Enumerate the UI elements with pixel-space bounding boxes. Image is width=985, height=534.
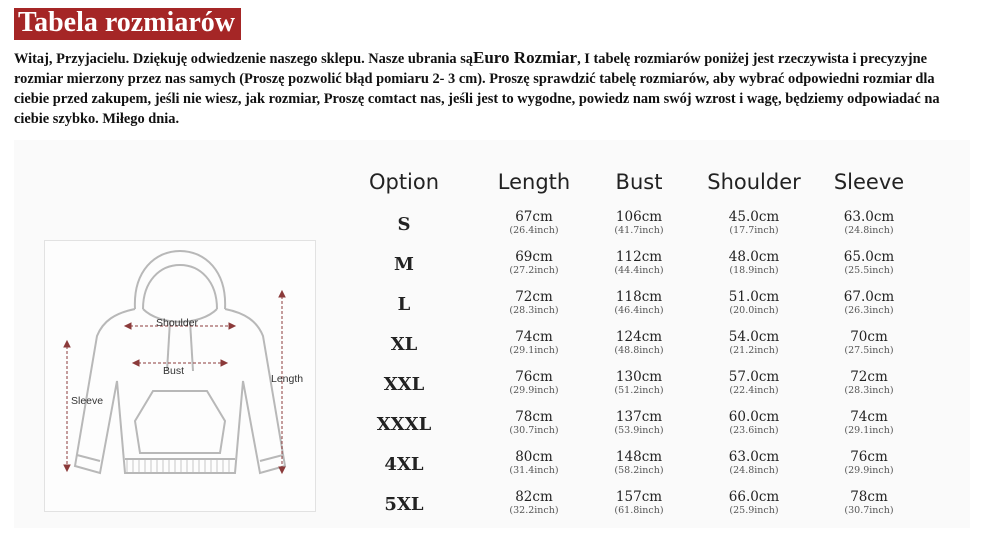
- cell-cm-value: 63.0cm: [843, 209, 895, 225]
- size-label: XXL: [383, 374, 425, 395]
- table-cell-length: [479, 330, 589, 356]
- size-label: L: [397, 294, 411, 315]
- cell-inch-value: (23.6inch): [729, 425, 779, 436]
- cell-inch-value: (17.7inch): [729, 225, 779, 236]
- table-cell-sleeve: [814, 370, 924, 396]
- table-header-bust: Bust: [615, 170, 663, 194]
- table-cell-sleeve: [814, 490, 924, 516]
- cell-cm-value: 76cm: [515, 369, 553, 385]
- cell-inch-value: (46.4inch): [614, 305, 664, 316]
- intro-part-1: Witaj, Przyjacielu. Dziękuję odwiedzenie naszego sklepu. Nasze ubrania są: [14, 51, 474, 67]
- cell-inch-value: (25.5inch): [844, 265, 894, 276]
- table-cell-length: [479, 250, 589, 276]
- table-cell-bust: [584, 330, 694, 356]
- table-cell-shoulder: [699, 210, 809, 236]
- cell-cm-value: 80cm: [515, 449, 553, 465]
- cell-cm-value: 66.0cm: [728, 489, 780, 505]
- diagram-label-sleeve: Sleeve: [71, 395, 104, 407]
- cell-cm-value: 112cm: [615, 249, 663, 265]
- cell-cm-value: 67.0cm: [843, 289, 895, 305]
- cell-cm-value: 124cm: [615, 329, 663, 345]
- table-cell-shoulder: [699, 370, 809, 396]
- cell-cm-value: 82cm: [515, 489, 553, 505]
- cell-inch-value: (29.9inch): [509, 385, 559, 396]
- cell-inch-value: (58.2inch): [614, 465, 664, 476]
- table-cell-shoulder: [699, 490, 809, 516]
- cell-inch-value: (31.4inch): [509, 465, 559, 476]
- table-cell-sleeve: [814, 210, 924, 236]
- cell-cm-value: 72cm: [850, 369, 888, 385]
- cell-inch-value: (24.8inch): [844, 225, 894, 236]
- cell-cm-value: 118cm: [615, 289, 663, 305]
- diagram-label-length: Length: [271, 373, 304, 385]
- cell-cm-value: 74cm: [850, 409, 888, 425]
- size-label: M: [394, 254, 414, 275]
- cell-cm-value: 106cm: [615, 209, 663, 225]
- size-label: 5XL: [384, 494, 424, 515]
- diagram-label-shoulder: Shoulder: [156, 317, 199, 329]
- size-label: 4XL: [384, 454, 424, 475]
- cell-inch-value: (30.7inch): [844, 505, 894, 516]
- table-cell-bust: [584, 370, 694, 396]
- table-cell-shoulder: [699, 330, 809, 356]
- table-cell-length: [479, 490, 589, 516]
- cell-inch-value: (24.8inch): [729, 465, 779, 476]
- cell-inch-value: (28.3inch): [844, 385, 894, 396]
- size-label: XL: [390, 334, 418, 355]
- cell-inch-value: (30.7inch): [509, 425, 559, 436]
- cell-cm-value: 148cm: [615, 449, 663, 465]
- cell-inch-value: (29.1inch): [509, 345, 559, 356]
- cell-cm-value: 60.0cm: [728, 409, 780, 425]
- cell-inch-value: (48.8inch): [614, 345, 664, 356]
- cell-cm-value: 76cm: [850, 449, 888, 465]
- cell-cm-value: 78cm: [850, 489, 888, 505]
- cell-inch-value: (29.1inch): [844, 425, 894, 436]
- cell-cm-value: 54.0cm: [728, 329, 780, 345]
- diagram-label-bust: Bust: [163, 365, 185, 377]
- cell-inch-value: (51.2inch): [614, 385, 664, 396]
- table-cell-bust: [584, 210, 694, 236]
- cell-cm-value: 63.0cm: [728, 449, 780, 465]
- hoodie-diagram: [44, 240, 316, 512]
- intro-part-2: , I tabelę rozmiarów poniżej jest rzeczywista i precyzyjne rozmiar mierzony przez nas samych (Proszę pozwolić błąd pomiaru 2- 3 cm). Proszę sprawdzić tabelę rozmiarów, aby wybrać odpowiedni rozmiar dla ciebie przed zakupem, jeśli nie wiesz, jak rozmiar, Proszę comtact nas, jeśli jest to wygodne, powiedz nam swój wzrost i wagę, będziemy odpowiadać na ciebie szybko. Miłego dnia.: [14, 51, 940, 127]
- table-cell-sleeve: [814, 290, 924, 316]
- table-cell-bust: [584, 410, 694, 436]
- cell-cm-value: 78cm: [515, 409, 553, 425]
- cell-inch-value: (53.9inch): [614, 425, 664, 436]
- cell-cm-value: 48.0cm: [728, 249, 780, 265]
- cell-inch-value: (27.2inch): [509, 265, 559, 276]
- table-cell-shoulder: [699, 410, 809, 436]
- table-cell-length: [479, 410, 589, 436]
- intro-text: [14, 48, 969, 129]
- table-cell-bust: [584, 290, 694, 316]
- cell-inch-value: (26.3inch): [844, 305, 894, 316]
- table-cell-bust: [584, 250, 694, 276]
- table-header-shoulder: Shoulder: [707, 170, 801, 194]
- cell-cm-value: 45.0cm: [728, 209, 780, 225]
- table-cell-shoulder: [699, 290, 809, 316]
- cell-cm-value: 74cm: [515, 329, 553, 345]
- table-cell-bust: [584, 450, 694, 476]
- cell-inch-value: (44.4inch): [614, 265, 664, 276]
- table-cell-sleeve: [814, 450, 924, 476]
- table-cell-shoulder: [699, 250, 809, 276]
- cell-inch-value: (22.4inch): [729, 385, 779, 396]
- cell-inch-value: (32.2inch): [509, 505, 559, 516]
- cell-inch-value: (25.9inch): [729, 505, 779, 516]
- cell-cm-value: 65.0cm: [843, 249, 895, 265]
- cell-inch-value: (29.9inch): [844, 465, 894, 476]
- table-cell-sleeve: [814, 330, 924, 356]
- table-cell-length: [479, 450, 589, 476]
- cell-inch-value: (18.9inch): [729, 265, 779, 276]
- size-chart-image: [14, 140, 970, 528]
- cell-cm-value: 157cm: [615, 489, 663, 505]
- size-label: S: [397, 214, 411, 235]
- cell-cm-value: 69cm: [515, 249, 553, 265]
- table-cell-length: [479, 370, 589, 396]
- table-cell-sleeve: [814, 410, 924, 436]
- cell-inch-value: (27.5inch): [844, 345, 894, 356]
- cell-cm-value: 57.0cm: [728, 369, 780, 385]
- table-header-sleeve: Sleeve: [833, 170, 905, 194]
- cell-cm-value: 51.0cm: [728, 289, 780, 305]
- cell-inch-value: (41.7inch): [614, 225, 664, 236]
- table-cell-shoulder: [699, 450, 809, 476]
- table-cell-bust: [584, 490, 694, 516]
- cell-cm-value: 70cm: [850, 329, 888, 345]
- table-cell-length: [479, 210, 589, 236]
- cell-inch-value: (28.3inch): [509, 305, 559, 316]
- cell-inch-value: (21.2inch): [729, 345, 779, 356]
- intro-brand: Euro Rozmiar: [473, 48, 578, 67]
- cell-cm-value: 72cm: [515, 289, 553, 305]
- cell-cm-value: 137cm: [615, 409, 663, 425]
- table-cell-length: [479, 290, 589, 316]
- cell-inch-value: (26.4inch): [509, 225, 559, 236]
- table-cell-sleeve: [814, 250, 924, 276]
- table-header-length: Length: [497, 170, 571, 194]
- cell-cm-value: 130cm: [615, 369, 663, 385]
- cell-inch-value: (61.8inch): [614, 505, 664, 516]
- page-title: Tabela rozmiarów: [14, 8, 241, 40]
- table-header-option: Option: [368, 170, 440, 194]
- cell-cm-value: 67cm: [515, 209, 553, 225]
- cell-inch-value: (20.0inch): [729, 305, 779, 316]
- size-label: XXXL: [376, 414, 432, 435]
